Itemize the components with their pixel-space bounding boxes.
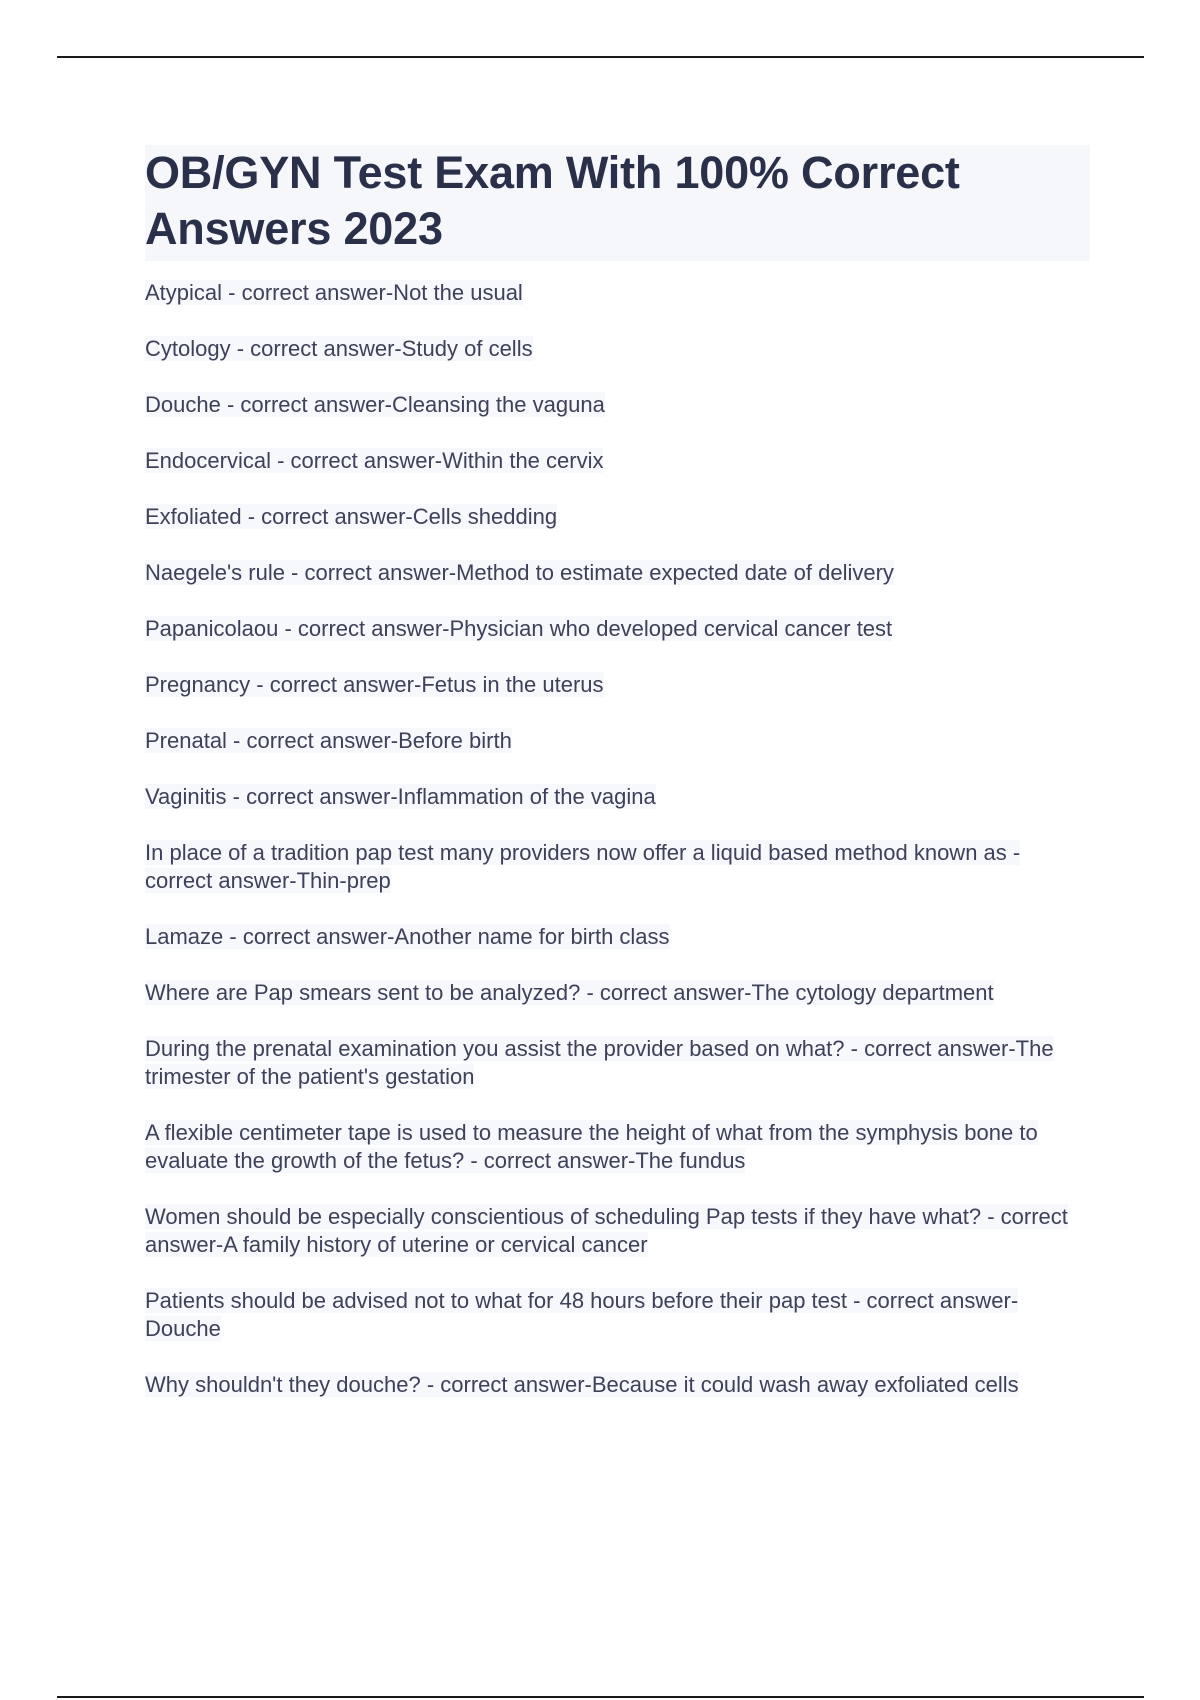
qa-item-text: Lamaze - correct answer-Another name for birth class	[145, 924, 670, 949]
qa-item-text: Why shouldn't they douche? - correct answer-Because it could wash away exfoliated cells	[145, 1372, 1019, 1397]
qa-item-text: Cytology - correct answer-Study of cells	[145, 336, 533, 361]
qa-item	[145, 839, 1090, 895]
qa-item	[145, 559, 1090, 587]
qa-item-text: Women should be especially conscientious of scheduling Pap tests if they have what? - correct answer-A family history of uterine or cervical cancer	[145, 1204, 1068, 1257]
title-block	[145, 145, 1090, 261]
qa-item-text: Douche - correct answer-Cleansing the vaguna	[145, 392, 605, 417]
qa-item	[145, 979, 1090, 1007]
qa-item-text: A flexible centimeter tape is used to measure the height of what from the symphysis bone to evaluate the growth of the fetus? - correct answer-The fundus	[145, 1120, 1038, 1173]
qa-item	[145, 615, 1090, 643]
qa-item-text: Where are Pap smears sent to be analyzed? - correct answer-The cytology department	[145, 980, 994, 1005]
qa-list	[145, 279, 1090, 1399]
qa-item	[145, 1119, 1090, 1175]
qa-item	[145, 1035, 1090, 1091]
qa-item	[145, 727, 1090, 755]
qa-item-text: Naegele's rule - correct answer-Method to estimate expected date of delivery	[145, 560, 894, 585]
qa-item	[145, 503, 1090, 531]
top-rule	[57, 56, 1144, 58]
qa-item	[145, 783, 1090, 811]
bottom-rule	[57, 1696, 1144, 1698]
qa-item	[145, 391, 1090, 419]
qa-item-text: Pregnancy - correct answer-Fetus in the uterus	[145, 672, 604, 697]
document-title: OB/GYN Test Exam With 100% Correct Answers 2023	[145, 147, 960, 254]
qa-item-text: Vaginitis - correct answer-Inflammation of the vagina	[145, 784, 656, 809]
qa-item-text: Endocervical - correct answer-Within the cervix	[145, 448, 604, 473]
qa-item	[145, 279, 1090, 307]
qa-item-text: In place of a tradition pap test many providers now offer a liquid based method known as - correct answer-Thin-prep	[145, 840, 1021, 893]
qa-item	[145, 1203, 1090, 1259]
qa-item	[145, 447, 1090, 475]
qa-item-text: Prenatal - correct answer-Before birth	[145, 728, 512, 753]
qa-item-text: Exfoliated - correct answer-Cells shedding	[145, 504, 558, 529]
qa-item	[145, 923, 1090, 951]
qa-item	[145, 1371, 1090, 1399]
qa-item-text: Papanicolaou - correct answer-Physician who developed cervical cancer test	[145, 616, 893, 641]
qa-item-text: Atypical - correct answer-Not the usual	[145, 280, 523, 305]
qa-item	[145, 335, 1090, 363]
qa-item	[145, 1287, 1090, 1343]
qa-item-text: Patients should be advised not to what for 48 hours before their pap test - correct answer-Douche	[145, 1288, 1019, 1341]
document-content	[145, 145, 1090, 1427]
qa-item	[145, 671, 1090, 699]
qa-item-text: During the prenatal examination you assist the provider based on what? - correct answer-The trimester of the patient's gestation	[145, 1036, 1054, 1089]
